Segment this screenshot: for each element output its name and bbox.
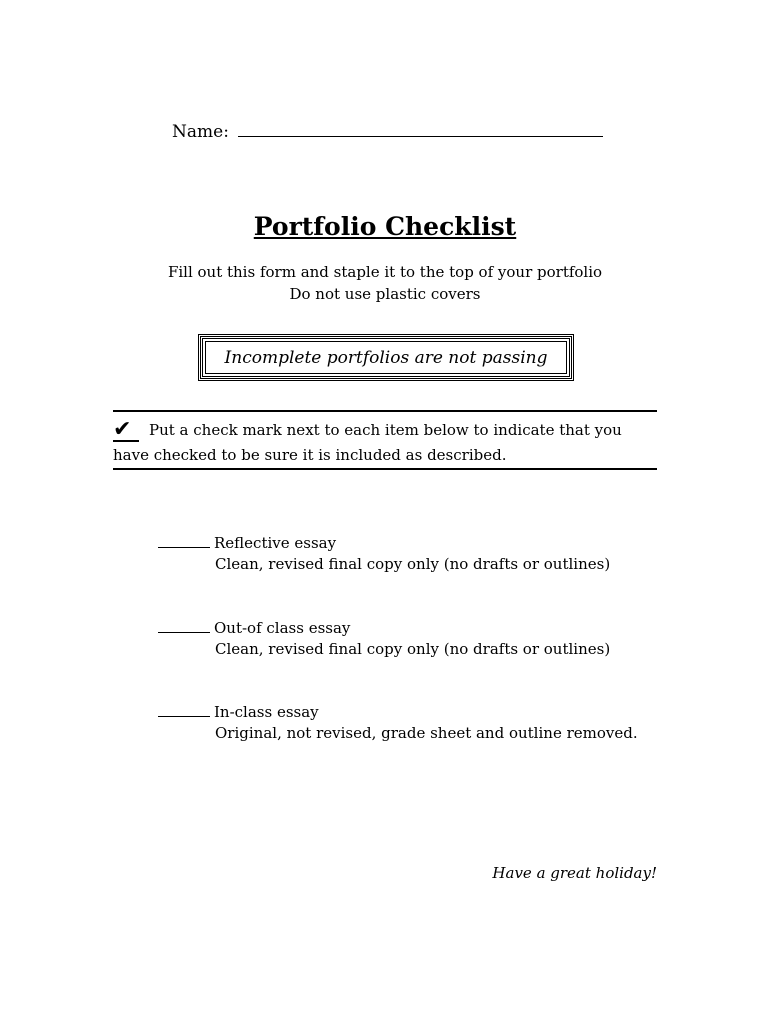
checklist-item-out-of-class	[158, 618, 610, 660]
check-blank[interactable]	[158, 702, 210, 717]
divider-top	[113, 410, 657, 412]
item-title: Reflective essay	[214, 534, 337, 552]
checklist-item-reflective	[158, 533, 610, 575]
item-title: In-class essay	[214, 703, 319, 721]
instruction-line-2: Do not use plastic covers	[289, 285, 481, 303]
divider-bottom	[113, 468, 657, 470]
item-description: Clean, revised final copy only (no drafts or outlines)	[215, 640, 611, 658]
page-title: Portfolio Checklist	[253, 212, 517, 241]
name-label: Name:	[172, 122, 229, 142]
instruction-line-1: Fill out this form and staple it to the top of your portfolio	[167, 263, 603, 281]
name-row	[172, 118, 603, 144]
check-instruction-text: Put a check mark next to each item below to indicate that you have checked to be sure it is included as described.	[113, 421, 622, 464]
item-title: Out-of class essay	[214, 619, 351, 637]
closing-message: Have a great holiday!	[492, 864, 657, 882]
notice-box	[200, 336, 572, 379]
notice-text: Incomplete portfolios are not passing	[205, 341, 567, 374]
item-description: Original, not revised, grade sheet and outline removed.	[215, 724, 638, 742]
name-field[interactable]	[238, 118, 603, 137]
check-instruction	[113, 418, 657, 468]
check-blank[interactable]	[158, 618, 210, 633]
check-blank[interactable]	[158, 533, 210, 548]
instructions	[0, 261, 770, 305]
check-mark-icon: ✔	[113, 420, 139, 442]
item-description: Clean, revised final copy only (no drafts or outlines)	[215, 555, 611, 573]
checklist-item-in-class	[158, 702, 638, 744]
